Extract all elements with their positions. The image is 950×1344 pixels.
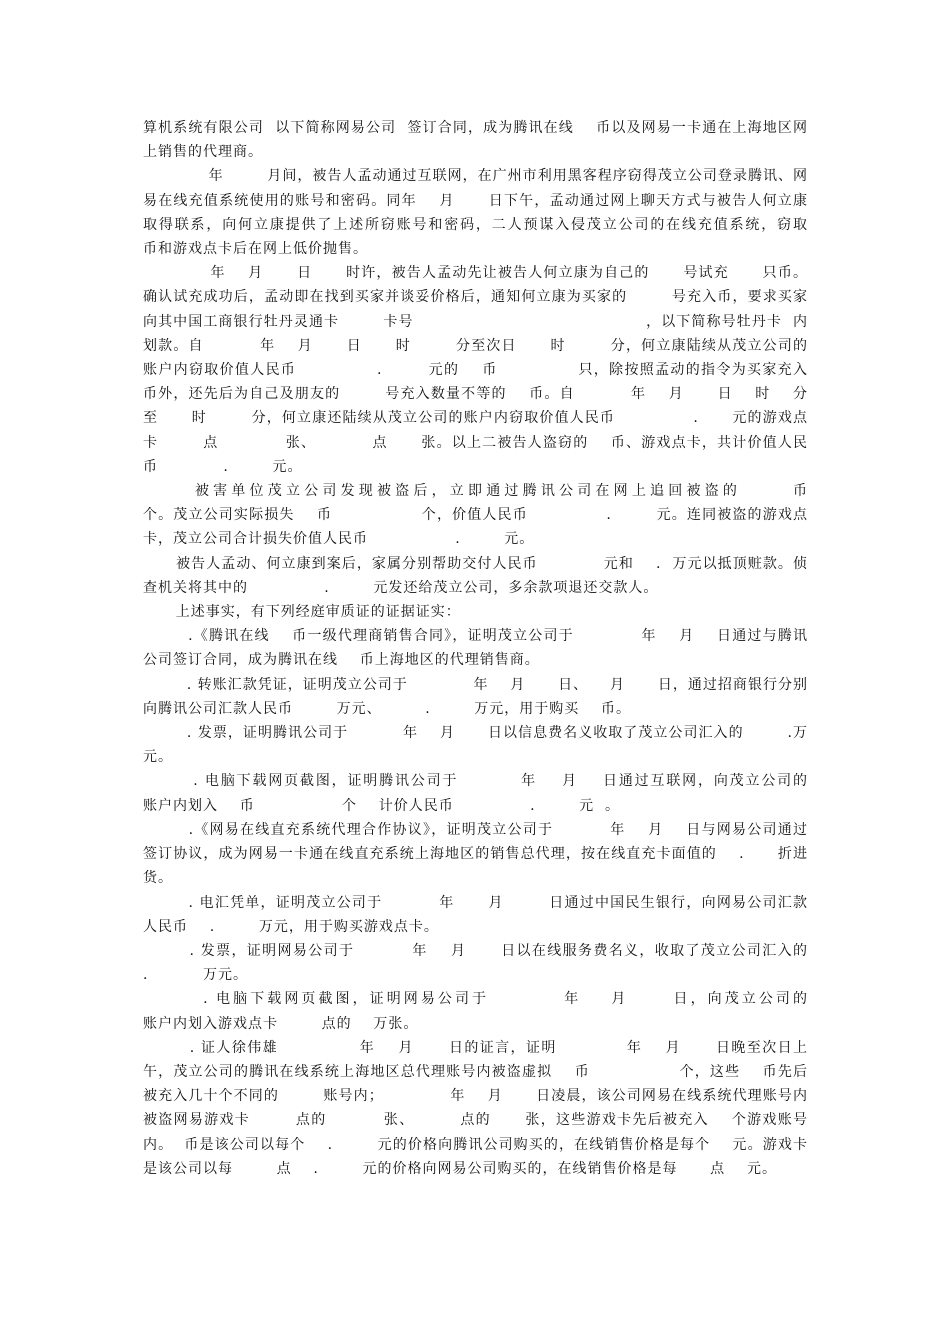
paragraph-evidence-1: .《腾讯在线 币一级代理商销售合同》，证明茂立公司于 年 月 日通过与腾讯公司签订合同，成为腾讯在线 币上海地区的代理销售商。	[143, 628, 808, 669]
paragraph-evidence-5: .《网易在线直充系统代理合作协议》，证明茂立公司于 年 月 日与网易公司通过签订协议，成为网易一卡通在线直充系统上海地区的销售总代理，按在线直充卡面值的 . 折进货。	[143, 821, 808, 887]
paragraph-evidence-8: . 电脑下载网页截图，证明网易公司于 年 月 日，向茂立公司的 账户内划入游戏点卡 点的 万张。	[143, 991, 918, 1032]
document-body	[143, 116, 918, 1181]
paragraph-evidence-9: . 证人徐伟雄 年 月 日的证言，证明 年 月 日晚至次日上午，茂立公司的腾讯在线系统上海地区总代理账号内被盗虚拟 币 个，这些 币先后被充入几十个不同的 账号内； 年 月 日凌晨，该公司网易在线系统代理账号内被盗网易游戏卡 点的 张、 点的 张，这些游戏卡先后被充入 个游戏账号内。 币是该公司以每个 . 元的价格向腾讯公司购买的，在线销售价格是每个 元。游戏卡是该公司以每 点 . 元的价格向网易公司购买的，在线销售价格是每 点 元。	[143, 1039, 809, 1177]
paragraph-contract-intro: 算机系统有限公司 以下简称网易公司 签订合同，成为腾讯在线 币以及网易一卡通在上海地区网上销售的代理商。	[143, 120, 808, 161]
paragraph-evidence-2: . 转账汇款凭证，证明茂立公司于 年 月 日、 月 日，通过招商银行分别向腾讯公司汇款人民币 万元、 . 万元，用于购买 币。	[143, 676, 808, 717]
paragraph-hacking-account: 年 月间，被告人孟动通过互联网，在广州市利用黑客程序窃得茂立公司登录腾讯、网易在线充值系统使用的账号和密码。同年 月 日下午，孟动通过网上聊天方式与被告人何立康取得联系，向何立康提供了上述所窃账号和密码，二人预谋入侵茂立公司的在线充值系统，窃取 币和游戏点卡后在网上低价抛售。	[143, 168, 830, 258]
paragraph-evidence-7: . 发票，证明网易公司于 年 月 日以在线服务费名义，收取了茂立公司汇入的 . 万元。	[143, 942, 841, 984]
paragraph-evidence-6: . 电汇凭单，证明茂立公司于 年 月 日通过中国民生银行，向网易公司汇款人民币 . 万元，用于购买游戏点卡。	[143, 894, 808, 935]
paragraph-evidence-3: . 发票，证明腾讯公司于 年 月 日以信息费名义收取了茂立公司汇入的 .万元。	[143, 725, 808, 766]
paragraph-losses: 被害单位茂立公司发现被盗后，立即通过腾讯公司在网上追回被盗的 币 个。茂立公司实际损失 币 个，价值人民币 . 元。连同被盗的游戏点卡，茂立公司合计损失价值人民币 . 元。	[143, 483, 918, 548]
paragraph-evidence-intro: 上述事实，有下列经庭审质证的证据证实：	[143, 604, 461, 621]
paragraph-evidence-4: . 电脑下载网页截图，证明腾讯公司于 年 月 日通过互联网，向茂立公司的 账户内划入 币 个 计价人民币 . 元 。	[143, 773, 863, 814]
paragraph-restitution: 被告人孟动、何立康到案后，家属分别帮助交付人民币 元和 . 万元以抵顶赃款。侦查机关将其中的 . 元发还给茂立公司，多余款项退还交款人。	[143, 555, 808, 596]
paragraph-theft-details: 年 月 日 时许，被告人孟动先让被告人何立康为自己的 号试充 只币。确认试充成功后，孟动即在找到买家并谈妥价格后，通知何立康为买家的 号充入币，要求买家向其中国工商银行牡丹灵通卡 卡号 ，以下简称号牡丹卡 内划款。自 年 月 日 时 分至次日 时 分，何立康陆续从茂立公司的账户内窃取价值人民币 . 元的 币 只，除按照孟动的指令为买家充入 币外，还先后为自己及朋友的 号充入数量不等的 币。自 年 月 日 时 分至 时 分，何立康还陆续从茂立公司的账户内窃取价值人民币 . 元的游戏点卡 点 张、 点 张。以上二被告人盗窃的 币、游戏点卡，共计价值人民币 . 元。	[143, 265, 830, 475]
